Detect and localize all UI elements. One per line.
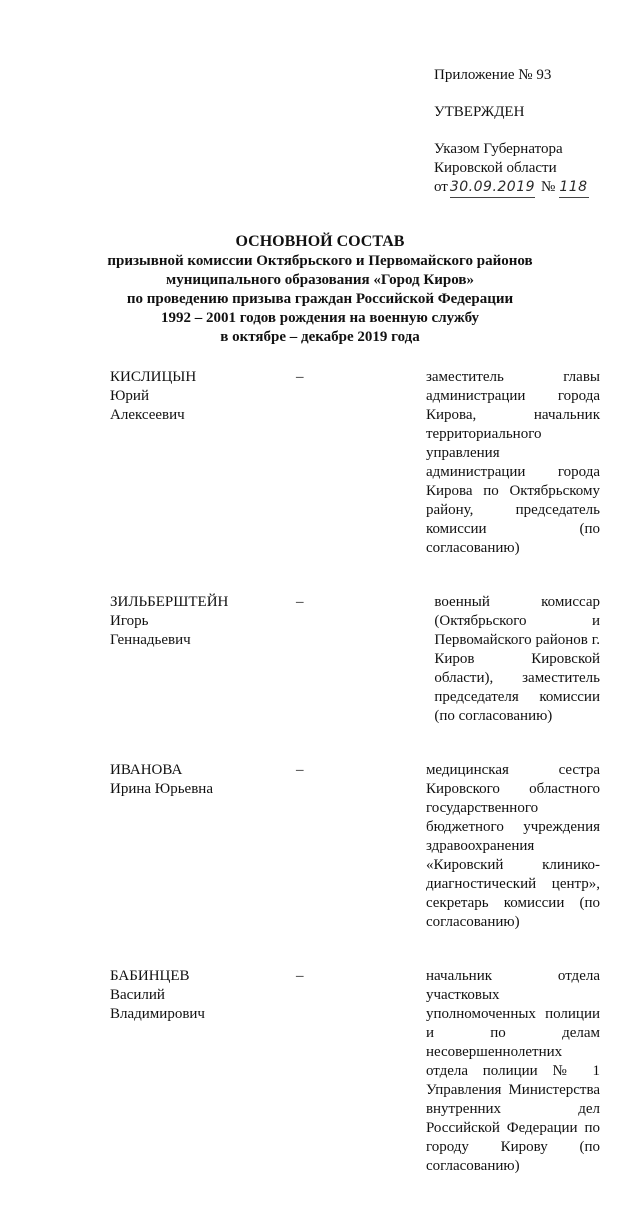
member-entry [110, 761, 600, 932]
decree-line-2: Кировской области [434, 160, 557, 176]
handwritten-number: 118 [559, 178, 589, 198]
title-heading: ОСНОВНОЙ СОСТАВ [235, 233, 405, 250]
member-name [110, 368, 220, 558]
member-entry [110, 593, 600, 726]
title-line: муниципального образования «Город Киров» [166, 272, 474, 288]
appendix-number: Приложение № 93 [434, 67, 552, 83]
number-prefix: № [541, 179, 556, 195]
member-entry [110, 368, 600, 558]
title-line: в октябре – декабре 2019 года [220, 329, 420, 345]
member-name [110, 593, 228, 726]
title-line: 1992 – 2001 годов рождения на военную службу [160, 310, 480, 326]
member-role: медицинская сестра Кировского областного государственного бюджетного учреждения здравоохранения «Кировский клинико-диагностический центр», секретарь комиссии (по согласованию) [425, 762, 600, 930]
dash-separator: – [296, 762, 304, 778]
member-surname: КИСЛИЦЫН [110, 369, 197, 385]
member-given-name: Игорь Геннадьевич [110, 613, 191, 648]
approved-label: УТВЕРЖДЕН [434, 104, 525, 120]
handwritten-date: 30.09.2019 [450, 178, 535, 198]
member-surname: БАБИНЦЕВ [110, 968, 190, 984]
member-role: военный комиссар (Октябрьского и Первомайского районов г. Киров Кировской области), заместитель председателя комиссии (по согласованию) [434, 594, 600, 724]
member-name [110, 967, 220, 1176]
dash-separator: – [296, 369, 304, 385]
document-title [60, 232, 580, 347]
member-name [110, 761, 220, 932]
approval-block [434, 66, 624, 198]
members-list [110, 368, 600, 1211]
title-line: по проведению призыва граждан Российской Федерации [126, 291, 514, 307]
member-given-name: Юрий Алексеевич [110, 388, 185, 423]
member-role: начальник отдела участковых уполномоченных полиции и по делам несовершеннолетних отдела полиции № 1 Управления Министерства внутренних дел Российской Федерации по городу Кирову (по согласованию) [425, 968, 600, 1174]
member-role: заместитель главы администрации города Кирова, начальник территориального управления администрации города Кирова по Октябрьскому району, председатель комиссии (по согласованию) [425, 369, 600, 556]
member-given-name: Ирина Юрьевна [110, 781, 213, 797]
member-given-name: Василий Владимирович [110, 987, 205, 1022]
dash-separator: – [296, 594, 304, 610]
decree-date-line [434, 178, 624, 198]
title-line: призывной комиссии Октябрьского и Первомайского районов [107, 253, 533, 269]
member-surname: ЗИЛЬБЕРШТЕЙН [110, 594, 229, 610]
date-prefix: от [434, 179, 448, 195]
dash-separator: – [296, 968, 304, 984]
member-entry [110, 967, 600, 1176]
decree-line-1: Указом Губернатора [434, 141, 563, 157]
member-surname: ИВАНОВА [110, 762, 183, 778]
